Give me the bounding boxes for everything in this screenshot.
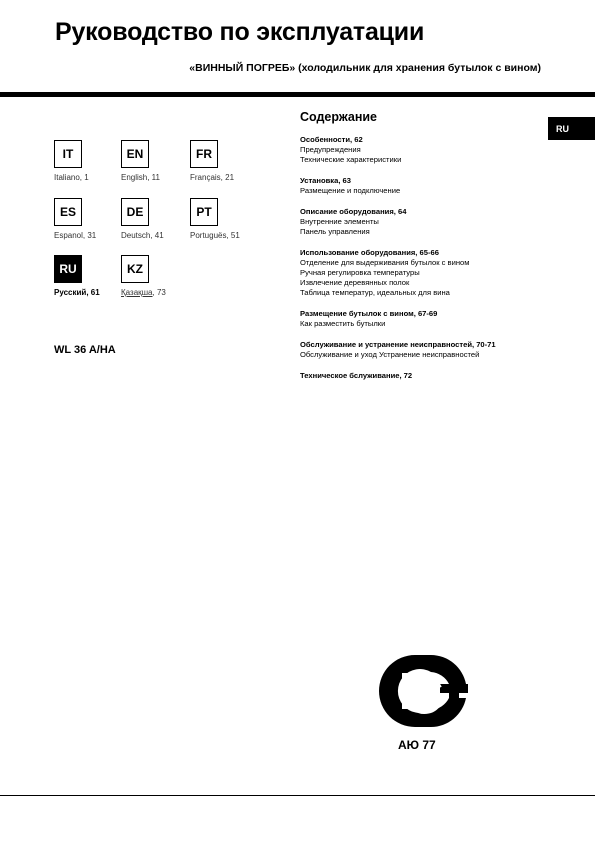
- language-caption: English, 11: [121, 173, 160, 182]
- language-es[interactable]: [54, 198, 119, 240]
- toc-item: Размещение и подключение: [300, 186, 401, 195]
- language-code-box: IT: [54, 140, 82, 168]
- toc-item: Предупреждения: [300, 145, 361, 154]
- toc-item: Как разместить бутылки: [300, 319, 386, 328]
- language-fr[interactable]: [190, 140, 255, 182]
- toc-item: Панель управления: [300, 227, 370, 236]
- certification-code: АЮ 77: [398, 738, 436, 752]
- toc-section: [300, 176, 550, 196]
- language-code-box: FR: [190, 140, 218, 168]
- language-code-box: EN: [121, 140, 149, 168]
- toc-section: [300, 248, 550, 298]
- toc-section: [300, 309, 550, 329]
- toc-section-title[interactable]: Описание оборудования, 64: [300, 207, 407, 216]
- toc-section-title[interactable]: Установка, 63: [300, 176, 351, 185]
- language-code-box: KZ: [121, 255, 149, 283]
- toc-heading: Содержание: [300, 110, 378, 124]
- language-caption: Русский, 61: [54, 288, 100, 297]
- language-side-tab: RU: [548, 117, 595, 140]
- language-caption-name: Қазақша: [121, 288, 153, 297]
- language-code-box: ES: [54, 198, 82, 226]
- table-of-contents: [300, 110, 550, 392]
- toc-item: Технические характеристики: [300, 155, 402, 164]
- language-code-box-active: RU: [54, 255, 82, 283]
- language-caption: Espanol, 31: [54, 231, 97, 240]
- language-kz[interactable]: [121, 255, 186, 297]
- language-en[interactable]: [121, 140, 186, 182]
- toc-item: Отделение для выдерживания бутылок с вином: [300, 258, 470, 267]
- language-ru[interactable]: [54, 255, 119, 297]
- toc-section: [300, 135, 550, 165]
- toc-section: [300, 207, 550, 237]
- language-de[interactable]: [121, 198, 186, 240]
- toc-item: Обслуживание и уход Устранение неисправностей: [300, 350, 480, 359]
- toc-item: Извлечение деревянных полок: [300, 278, 410, 287]
- language-caption: Portuguës, 51: [190, 231, 240, 240]
- document-subtitle: «ВИННЫЙ ПОГРЕБ» (холодильник для хранения бутылок с вином): [189, 62, 541, 74]
- toc-item: Ручная регулировка температуры: [300, 268, 420, 277]
- toc-item: Внутренние элементы: [300, 217, 379, 226]
- toc-section-title[interactable]: Использование оборудования, 65-66: [300, 248, 439, 257]
- footer-rule: [0, 795, 595, 796]
- rst-certification-icon: [379, 655, 469, 727]
- language-caption: [121, 288, 186, 297]
- toc-section-title[interactable]: Размещение бутылок с вином, 67-69: [300, 309, 438, 318]
- toc-section: [300, 371, 550, 381]
- language-caption: Français, 21: [190, 173, 235, 182]
- toc-section-title[interactable]: Техническое бслуживание, 72: [300, 371, 413, 380]
- document-title: Руководство по эксплуатации: [55, 18, 425, 46]
- toc-section: [300, 340, 550, 360]
- language-it[interactable]: [54, 140, 119, 182]
- toc-section-title[interactable]: Особенности, 62: [300, 135, 363, 144]
- model-number: WL 36 A/HA: [54, 344, 116, 356]
- language-caption: Deutsch, 41: [121, 231, 164, 240]
- language-caption-page: , 73: [152, 288, 166, 297]
- language-code-box: DE: [121, 198, 149, 226]
- language-caption: Italiano, 1: [54, 173, 89, 182]
- toc-item: Таблица температур, идеальных для вина: [300, 288, 450, 297]
- language-pt[interactable]: [190, 198, 255, 240]
- header-rule: [0, 92, 595, 97]
- toc-section-title[interactable]: Обслуживание и устранение неисправностей, 70-71: [300, 340, 496, 349]
- language-code-box: PT: [190, 198, 218, 226]
